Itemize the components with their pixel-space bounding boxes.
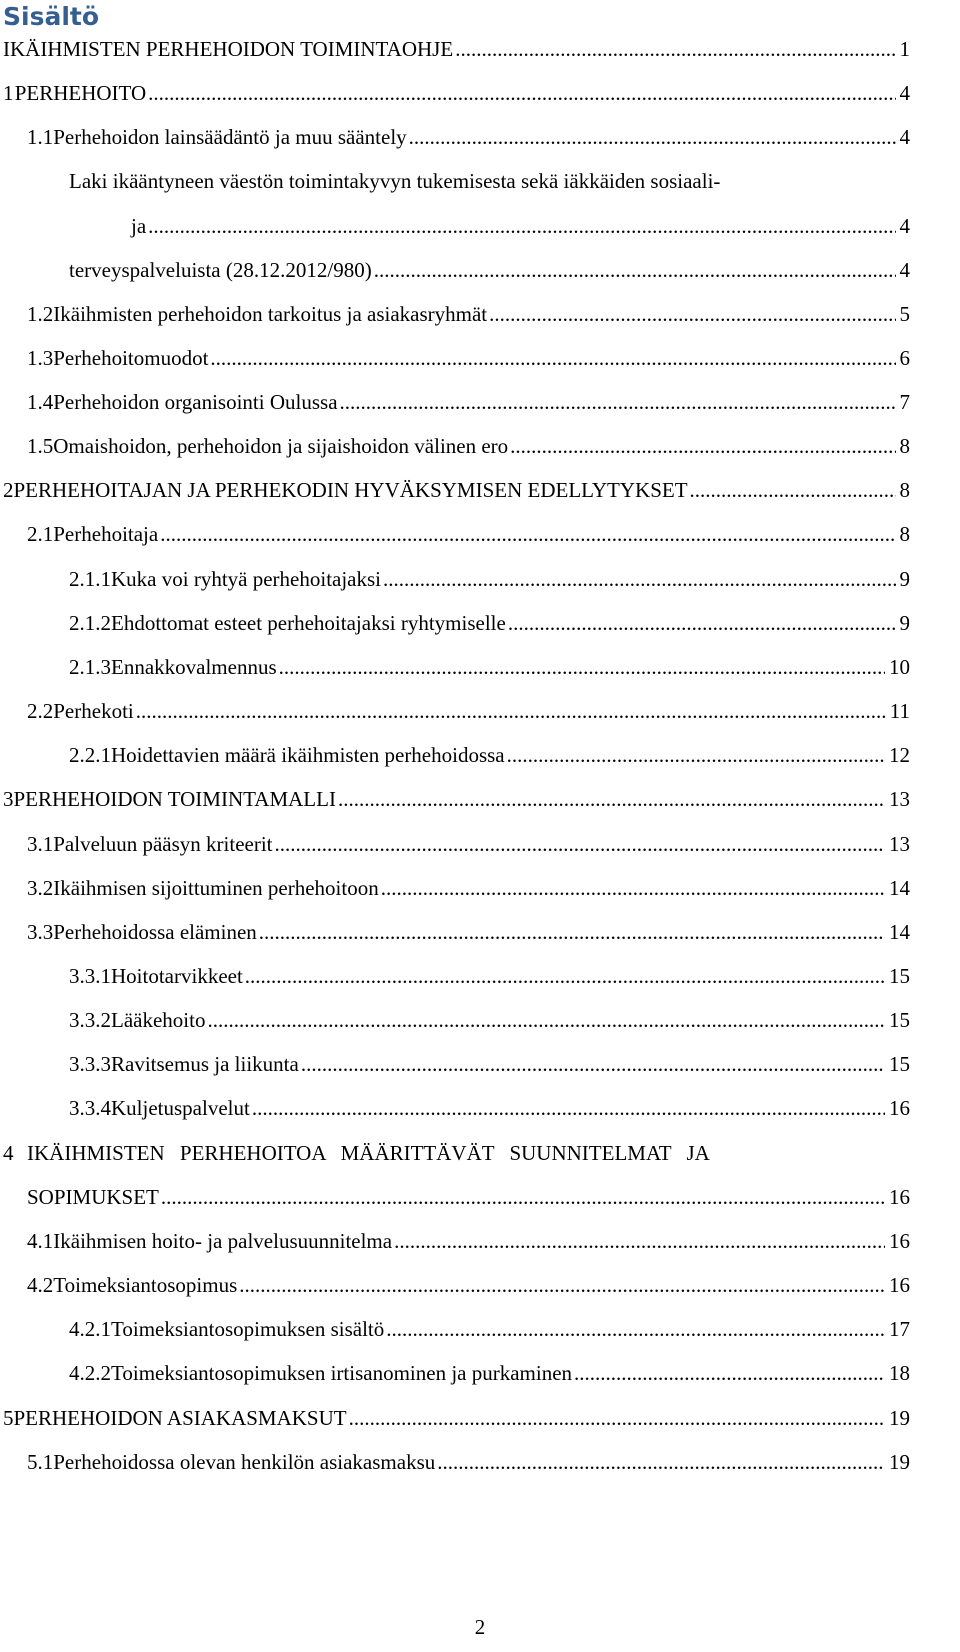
toc-entry[interactable] <box>69 740 910 770</box>
toc-entry-page: 19 <box>889 1450 910 1474</box>
toc-entry-page: 15 <box>889 964 910 988</box>
dot-leader <box>136 696 886 726</box>
toc-entry-number: 3 <box>3 787 14 811</box>
dot-leader <box>148 211 895 241</box>
toc-entry-number: 2.1 <box>27 522 54 546</box>
toc-entry-title: PERHEHOIDON TOIMINTAMALLI <box>13 787 336 811</box>
toc-entry[interactable] <box>3 34 910 64</box>
dot-leader <box>148 78 895 108</box>
toc-entry-page: 16 <box>889 1185 910 1209</box>
toc-entry[interactable] <box>69 166 910 196</box>
toc-entry-title: Lääkehoito <box>111 1008 206 1032</box>
toc-entry-number: 3.3 <box>27 920 54 944</box>
toc-entry-number: 3.1 <box>27 832 54 856</box>
toc-entry-number: 2.1.2 <box>69 611 111 635</box>
toc-entry-title: PERHEHOITAJAN JA PERHEKODIN HYVÄKSYMISEN EDELLYTYKSET <box>13 478 688 502</box>
toc-entry-number: 2 <box>3 478 14 502</box>
toc-entry-title: Perhekoti <box>53 699 134 723</box>
toc-entry-page: 8 <box>899 522 910 546</box>
dot-leader <box>279 652 885 682</box>
dot-leader <box>245 961 885 991</box>
toc-entry-title: Ehdottomat esteet perhehoitajaksi ryhtymiselle <box>111 611 506 635</box>
toc-entry-number: 3.3.3 <box>69 1052 111 1076</box>
toc-entry[interactable] <box>27 519 910 549</box>
dot-leader <box>437 1447 885 1477</box>
dot-leader <box>455 34 895 64</box>
toc-entry-title: SOPIMUKSET <box>27 1185 159 1209</box>
toc-entry-number: 5 <box>3 1406 14 1430</box>
toc-entry[interactable] <box>27 696 910 726</box>
toc-entry-page: 5 <box>899 302 910 326</box>
toc-entry[interactable] <box>27 431 910 461</box>
dot-leader <box>259 917 885 947</box>
toc-entry[interactable] <box>69 564 910 594</box>
toc-entry-page: 9 <box>899 611 910 635</box>
dot-leader <box>210 343 895 373</box>
dot-leader <box>338 784 885 814</box>
toc-entry-page: 18 <box>889 1361 910 1385</box>
page-number: 2 <box>474 1615 486 1639</box>
toc-entry[interactable] <box>3 1403 910 1433</box>
toc-entry-page: 4 <box>899 125 910 149</box>
toc-entry-number: 1.1 <box>27 125 54 149</box>
toc-entry[interactable] <box>27 873 910 903</box>
toc-entry[interactable] <box>3 1138 870 1168</box>
dot-leader <box>409 122 896 152</box>
toc-entry-title: Laki ikääntyneen väestön toimintakyvyn tukemisesta sekä iäkkäiden sosiaali- <box>69 169 721 193</box>
toc-entry-page: 14 <box>889 920 910 944</box>
toc-entry-page: 6 <box>899 346 910 370</box>
toc-entry-page: 19 <box>889 1406 910 1430</box>
dot-leader <box>383 564 895 594</box>
toc-entry-page: 9 <box>899 567 910 591</box>
toc-entry[interactable] <box>27 1447 910 1477</box>
toc-entry[interactable] <box>69 1049 910 1079</box>
toc-entry-number: 4 <box>3 1141 14 1165</box>
toc-entry-page: 16 <box>889 1096 910 1120</box>
toc-entry-title: PERHEHOIDON ASIAKASMAKSUT <box>13 1406 347 1430</box>
toc-entry-title: Kuka voi ryhtyä perhehoitajaksi <box>111 567 382 591</box>
toc-entry-title: Kuljetuspalvelut <box>111 1096 250 1120</box>
toc-entry-page: 13 <box>889 787 910 811</box>
toc-entry-title: Perhehoitaja <box>53 522 159 546</box>
toc-entry-title: Ikäihmisen sijoittuminen perhehoitoon <box>53 876 379 900</box>
toc-entry-page: 7 <box>899 390 910 414</box>
toc-entry-page: 1 <box>899 37 910 61</box>
toc-entry-title: Ravitsemus ja liikunta <box>111 1052 299 1076</box>
toc-entry-title: Toimeksiantosopimuksen irtisanominen ja purkaminen <box>111 1361 573 1385</box>
toc-entry-title: Perhehoidon lainsäädäntö ja muu sääntely <box>53 125 407 149</box>
toc-entry[interactable] <box>27 387 910 417</box>
toc-entry-title: Toimeksiantosopimuksen sisältö <box>111 1317 385 1341</box>
toc-entry-title: Perhehoidon organisointi Oulussa <box>53 390 338 414</box>
toc-entry-page: 13 <box>889 832 910 856</box>
toc-entry-number: 3.3.2 <box>69 1008 111 1032</box>
toc-entry-number: 2.2 <box>27 699 54 723</box>
toc-entry-title: Toimeksiantosopimus <box>53 1273 238 1297</box>
toc-entry-number: 1.5 <box>27 434 54 458</box>
toc-entry-title: Ennakkovalmennus <box>111 655 277 679</box>
dot-leader <box>574 1358 885 1388</box>
dot-leader <box>508 608 896 638</box>
toc-entry[interactable] <box>69 255 910 285</box>
toc-entry-number: 2.1.3 <box>69 655 111 679</box>
toc-entry-number: 3.2 <box>27 876 54 900</box>
toc-entry-title: Hoitotarvikkeet <box>111 964 243 988</box>
dot-leader <box>507 740 885 770</box>
toc-entry-title: IKÄIHMISTEN PERHEHOITOA MÄÄRITTÄVÄT SUUNNITELMAT JA <box>27 1141 710 1165</box>
toc-entry[interactable] <box>27 829 910 859</box>
toc-entry-number: 3.3.4 <box>69 1096 111 1120</box>
dot-leader <box>161 1182 885 1212</box>
toc-entry[interactable] <box>69 1093 910 1123</box>
toc-entry[interactable] <box>131 211 910 241</box>
toc-entry-title: Ikäihmisten perhehoidon tarkoitus ja asiakasryhmät <box>53 302 488 326</box>
toc-entry-page: 4 <box>899 214 910 238</box>
toc-entry-page: 15 <box>889 1008 910 1032</box>
toc-entry-title: ja <box>131 214 147 238</box>
toc-entry-number: 4.2.1 <box>69 1317 111 1341</box>
dot-leader <box>394 1226 885 1256</box>
dot-leader <box>207 1005 885 1035</box>
dot-leader <box>510 431 895 461</box>
toc-entry-number: 4.1 <box>27 1229 54 1253</box>
toc-entry-title: Perhehoidossa olevan henkilön asiakasmaksu <box>53 1450 436 1474</box>
toc-title: Sisältö <box>3 2 100 31</box>
toc-entry-title: Palveluun pääsyn kriteerit <box>53 832 273 856</box>
toc-entry[interactable] <box>3 784 910 814</box>
toc-entry[interactable] <box>27 917 910 947</box>
toc-entry-number: 5.1 <box>27 1450 54 1474</box>
toc-entry-page: 4 <box>899 258 910 282</box>
dot-leader <box>340 387 896 417</box>
toc-entry-title: terveyspalveluista (28.12.2012/980) <box>69 258 372 282</box>
toc-entry-number: 1 <box>3 81 14 105</box>
toc-entry-number: 1.4 <box>27 390 54 414</box>
toc-entry[interactable] <box>69 608 910 638</box>
dot-leader <box>252 1093 885 1123</box>
toc-entry[interactable] <box>3 78 910 108</box>
toc-entry-title: Ikäihmisen hoito- ja palvelusuunnitelma <box>53 1229 393 1253</box>
toc-entry-number: 1.3 <box>27 346 54 370</box>
toc-entry-page: 16 <box>889 1229 910 1253</box>
toc-entry-title: PERHEHOITO <box>14 81 147 105</box>
toc-entry-page: 14 <box>889 876 910 900</box>
toc-entry[interactable] <box>27 122 910 152</box>
toc-entry[interactable] <box>27 343 910 373</box>
toc-entry-title: Perhehoidossa eläminen <box>53 920 257 944</box>
toc-entry[interactable] <box>69 652 910 682</box>
toc-entry-title: IKÄIHMISTEN PERHEHOIDON TOIMINTAOHJE <box>3 37 454 61</box>
toc-entry-page: 15 <box>889 1052 910 1076</box>
toc-entry-number: 3.3.1 <box>69 964 111 988</box>
toc-entry-page: 8 <box>899 434 910 458</box>
toc-entry-number: 4.2.2 <box>69 1361 111 1385</box>
dot-leader <box>275 829 885 859</box>
toc-entry[interactable] <box>69 1358 910 1388</box>
dot-leader <box>239 1270 885 1300</box>
toc-entry-page: 10 <box>889 655 910 679</box>
toc-entry-title: Perhehoitomuodot <box>53 346 209 370</box>
toc-entry-title: Omaishoidon, perhehoidon ja sijaishoidon välinen ero <box>53 434 509 458</box>
toc-entry-page: 8 <box>899 478 910 502</box>
dot-leader <box>374 255 896 285</box>
toc-entry[interactable] <box>69 961 910 991</box>
dot-leader <box>381 873 885 903</box>
toc-entry-number: 2.2.1 <box>69 743 111 767</box>
toc-entry-number: 1.2 <box>27 302 54 326</box>
toc-entry[interactable] <box>27 299 910 329</box>
toc-entry-number: 2.1.1 <box>69 567 111 591</box>
toc-entry-page: 4 <box>899 81 910 105</box>
dot-leader <box>301 1049 885 1079</box>
toc-entry[interactable] <box>3 475 910 505</box>
toc-entry[interactable] <box>69 1005 910 1035</box>
toc-entry-number: 4.2 <box>27 1273 54 1297</box>
toc-entry-page: 11 <box>889 699 910 723</box>
toc-entry[interactable] <box>27 1182 910 1212</box>
toc-entry-page: 17 <box>889 1317 910 1341</box>
toc-entry[interactable] <box>27 1226 910 1256</box>
toc-entry-page: 12 <box>889 743 910 767</box>
toc-entry-page: 16 <box>889 1273 910 1297</box>
toc-entry[interactable] <box>69 1314 910 1344</box>
dot-leader <box>349 1403 885 1433</box>
toc-entry[interactable] <box>27 1270 910 1300</box>
dot-leader <box>160 519 895 549</box>
toc-entry-title: Hoidettavien määrä ikäihmisten perhehoidossa <box>111 743 505 767</box>
dot-leader <box>489 299 895 329</box>
dot-leader <box>690 475 896 505</box>
dot-leader <box>386 1314 885 1344</box>
